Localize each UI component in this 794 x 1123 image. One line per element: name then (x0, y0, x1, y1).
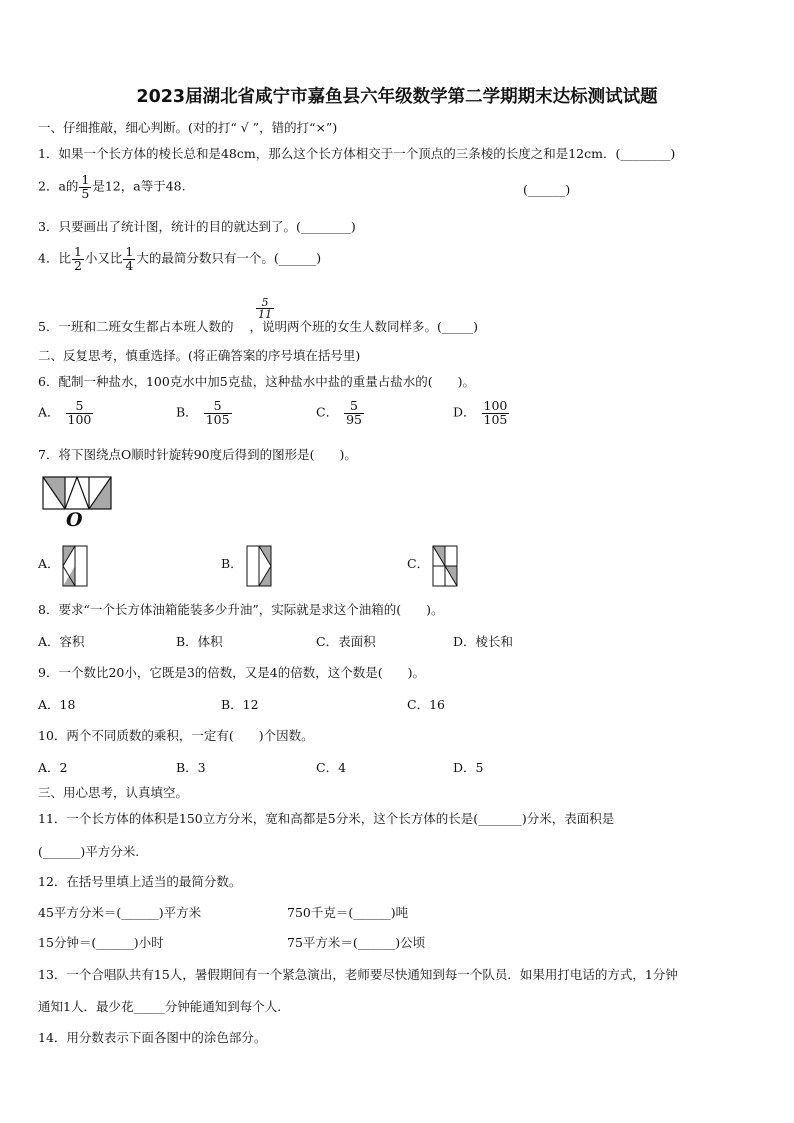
question-12: 12．在括号里填上适当的最简分数。 (38, 874, 242, 889)
q8-option-b[interactable]: B．体积 (176, 634, 223, 649)
q12-item-4: 75平方米＝(______)公顷 (287, 935, 426, 950)
q6-option-b[interactable]: B． $\frac{5}{105}$ (176, 398, 230, 427)
question-13-line-1: 13．一个合唱队共有15人，暑假期间有一个紧急演出，老师要尽快通知到每一个队员．如果用打电话的方式，1分钟 (38, 967, 678, 982)
q12-item-3: 15分钟＝(______)小时 (38, 935, 164, 950)
question-6: 6．配制一种盐水，100克水中加5克盐，这种盐水中盐的重量占盐水的( )。 (38, 374, 476, 389)
q10-option-b[interactable]: B．3 (176, 760, 206, 775)
q9-option-a[interactable]: A．18 (38, 697, 76, 712)
section-2-heading: 二、反复思考，慎重选择。(将正确答案的序号填在括号里) (38, 348, 361, 363)
q5-text-post: ，说明两个班的女生人数同样多。(_____) (249, 319, 478, 334)
q10-option-a[interactable]: A．2 (38, 760, 68, 775)
question-4 (38, 246, 321, 272)
question-13-line-2: 通知1人．最少花_____分钟能通知到每个人. (38, 999, 282, 1014)
q9-option-b[interactable]: B．12 (221, 697, 259, 712)
q6-option-a[interactable]: A． $\frac{5}{100}$ (38, 398, 92, 427)
question-11-line-2: (______)平方分米. (38, 844, 140, 859)
page-title: 2023届湖北省咸宁市嘉鱼县六年级数学第二学期期末达标测试试题 (136, 87, 658, 107)
q8-option-d[interactable]: D．棱长和 (453, 634, 514, 649)
q7-option-c[interactable]: C． (407, 556, 430, 571)
question-9: 9．一个数比20小，它既是3的倍数，又是4的倍数，这个数是( )。 (38, 665, 426, 680)
section-3-heading: 三、用心思考，认真填空。 (38, 785, 189, 800)
question-2 (38, 174, 186, 200)
question-3: 3．只要画出了统计图，统计的目的就达到了。(________) (38, 219, 356, 234)
q10-option-c[interactable]: C．4 (316, 760, 347, 775)
question-7: 7．将下图绕点O顺时针旋转90度后得到的图形是( )。 (38, 447, 357, 462)
q7-point-o-label: O (66, 509, 83, 531)
q7-option-c-figure[interactable] (432, 545, 458, 587)
q6-option-d[interactable]: D． $\frac{100}{105}$ (453, 398, 508, 427)
q2-fraction: $\frac{1}{5}$ (81, 172, 90, 201)
q6-option-c[interactable]: C． $\frac{5}{95}$ (316, 398, 362, 427)
q7-option-a-figure[interactable] (62, 545, 88, 587)
question-5 (38, 321, 478, 334)
q4-fraction-2: $\frac{1}{4}$ (125, 244, 134, 273)
question-10: 10．两个不同质数的乘积，一定有( )个因数。 (38, 728, 314, 743)
q2-answer-blank[interactable]: (______) (523, 182, 571, 197)
q12-item-1: 45平方分米＝(______)平方米 (38, 905, 202, 920)
section-1-heading: 一、仔细推敲，细心判断。(对的打“ √ ”，错的打“×”) (38, 120, 338, 135)
q10-option-d[interactable]: D．5 (453, 760, 484, 775)
q7-option-a[interactable]: A． (38, 556, 60, 571)
q4-text-post: 大的最简分数只有一个。(______) (136, 250, 322, 266)
q5-fraction: $\frac{5}{11}$ (258, 296, 272, 321)
question-11-line-1: 11．一个长方体的体积是150立方分米，宽和高都是5分米，这个长方体的长是(_______)分米，表面积是 (38, 811, 615, 826)
q7-option-b-figure[interactable] (246, 545, 272, 587)
q5-text: 5．一班和二班女生都占本班人数的 (38, 319, 234, 334)
q4-text-pre: 4．比 (38, 250, 71, 266)
q4-fraction-1: $\frac{1}{2}$ (73, 244, 82, 273)
question-8: 8．要求“一个长方体油箱能装多少升油”，实际就是求这个油箱的( )。 (38, 602, 444, 617)
q12-item-2: 750千克＝(______)吨 (287, 905, 409, 920)
q2-text-post: 是12，a等于48. (92, 178, 186, 194)
q7-option-b[interactable]: B． (221, 556, 243, 571)
q9-option-c[interactable]: C．16 (407, 697, 445, 712)
q8-option-c[interactable]: C．表面积 (316, 634, 376, 649)
q2-text-pre: 2．a的 (38, 178, 79, 194)
q4-text-mid: 小又比 (84, 250, 123, 266)
question-1: 1．如果一个长方体的棱长总和是48cm，那么这个长方体相交于一个顶点的三条棱的长度之和是12cm．(________) (38, 146, 676, 161)
q8-option-a[interactable]: A．容积 (38, 634, 85, 649)
question-14: 14．用分数表示下面各图中的涂色部分。 (38, 1030, 267, 1045)
